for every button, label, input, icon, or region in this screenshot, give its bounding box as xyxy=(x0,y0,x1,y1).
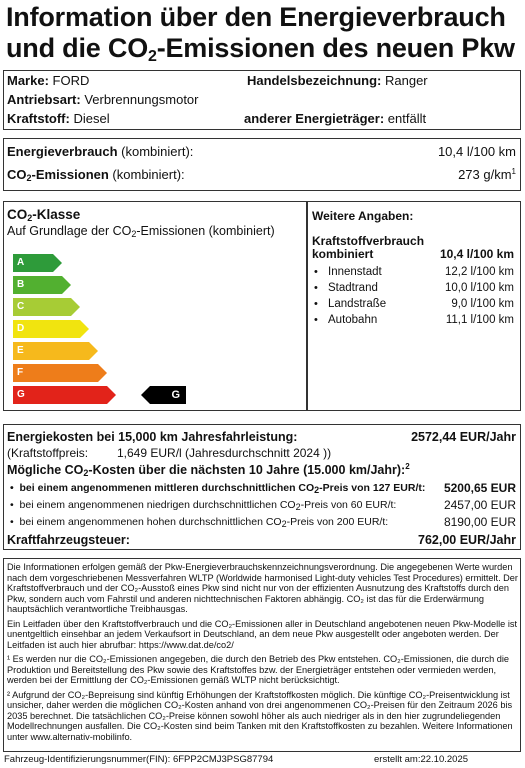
energy-costs-label: Energiekosten bei 15,000 km Jahresfahrleistung: xyxy=(7,430,298,444)
notes-box xyxy=(3,558,521,752)
co2-class-subtitle: Auf Grundlage der $CO_2$-Emissionen (kombiniert) xyxy=(7,224,275,239)
fuel-combined-value: 10,4 l/100 km xyxy=(439,247,514,261)
list-item-label: Innenstadt xyxy=(328,266,382,278)
class-bar-g: G xyxy=(13,386,107,404)
class-bar-a: A xyxy=(13,254,53,272)
list-bullet-icon: • xyxy=(314,298,318,310)
class-bar-d: D xyxy=(13,320,80,338)
title-line-1: Information über den Energieverbrauch xyxy=(6,2,506,32)
fin-row: Fahrzeug-Identifizierungsnummer(FIN): 6FPP2CMJ3PSG87794 xyxy=(4,754,274,765)
co2-costs-title: Mögliche $CO_2$-Kosten über die nächsten 10 Jahre (15.000 km/Jahr):$^2$ xyxy=(7,462,410,478)
list-item-value: 12,2 l/100 km xyxy=(444,266,514,278)
handelsbezeichnung-row: Handelsbezeichnung: Ranger xyxy=(247,73,428,88)
co2-class-box xyxy=(3,201,307,411)
note-paragraph-4: ² Aufgrund der CO₂-Bepreisung sind künftig Erhöhungen der Kraftstoffkosten möglich. Die künftige CO₂-Preisentwicklung ist unsicher, daher werden die möglichen CO₂-Kosten anhand von drei angenommenen CO₂-Preisen für den Zeitraum 2026 bis 2035 berechnet. Die tatsächlichen CO₂-Preise können sowohl höher als auch niedriger als in den hier zugrundeliegenden Modellrechnungen ausfallen. Die CO₂-Kosten sind beim Tanken mit den Kraftstoffkosten zu bezahlen. Weitere Informationen unter www.alternativ-mobilinfo. xyxy=(7,689,513,742)
marke-row: Marke: FORD xyxy=(7,73,90,88)
list-bullet-icon: • xyxy=(314,314,318,326)
list-item-value: 9,0 l/100 km xyxy=(451,298,514,310)
list-bullet-icon: • xyxy=(10,482,20,494)
list-item-label: Autobahn xyxy=(328,314,378,326)
fuel-price-value: 1,649 EUR/l (Jahresdurchschnitt 2024 )) xyxy=(117,446,332,460)
co2-cost-row-label: • bei einem angenommenen mittleren durchschnittlichen $CO_2$-Preis von 127 EUR/t: xyxy=(10,482,426,495)
fuel-price-label: (Kraftstoffpreis: xyxy=(7,446,89,460)
fuel-combined-title: Kraftstoffverbrauch kombiniert xyxy=(312,234,425,261)
class-bar-e: E xyxy=(13,342,89,360)
kraftstoff-row: Kraftstoff: Diesel xyxy=(7,111,110,126)
further-details-box xyxy=(307,201,521,411)
co2-cost-row-value: 2457,00 EUR xyxy=(443,498,516,512)
vehicle-tax-value: 762,00 EUR/Jahr xyxy=(418,533,516,547)
note-paragraph-1: Die Informationen erfolgen gemäß der Pkw-Energieverbrauchskennzeichnungsverordnung. Die angegebenen Werte wurden nach dem vorgeschriebenen Messverfahren WLTP (Worldwide harmonised Light-duty vehicles Test Procedures) ermittelt. Der Kraftstoffverbrauch und der CO₂-Ausstoß eines Pkw sind nicht nur von der effizienten Ausnutzung des Kraftstoffs durch den Pkw, sondern auch vom Fahrstil und anderen nichttechnischen Faktoren abhängig. CO₂ ist das für die Erderwärmung hauptsächlich verantwortliche Treibhausgas. xyxy=(7,562,518,614)
further-details-title: Weitere Angaben: xyxy=(312,209,414,223)
list-bullet-icon: • xyxy=(314,282,318,294)
energy-costs-value: 2572,44 EUR/Jahr xyxy=(411,430,516,444)
co2-cost-row-value: 5200,65 EUR xyxy=(443,481,516,495)
class-bar-b: B xyxy=(13,276,62,294)
note-paragraph-2: Ein Leitfaden über den Kraftstoffverbrauch und die CO₂-Emissionen aller in Deutschland angebotenen neuen Pkw-Modelle ist unentgeltlich einsehbar an jedem Verkaufsort in Deutschland, an dem neue Pkw ausgestellt oder angeboten werden. Der Leitfaden ist auch hier abrufbar: https://www.dat.de/co2/ xyxy=(7,618,518,650)
list-bullet-icon: • xyxy=(10,516,20,528)
co2-class-title: $CO_2$-Klasse xyxy=(7,207,81,223)
co2-cost-row-label: • bei einem angenommenen hohen durchschnittlichen $CO_2$-Preis von 200 EUR/t: xyxy=(10,516,389,529)
list-item-value: 11,1 l/100 km xyxy=(445,314,514,326)
anderer-energietraeger-row: anderer Energieträger: entfällt xyxy=(244,111,427,126)
class-bar-c: C xyxy=(13,298,71,316)
consumption-box xyxy=(3,138,521,191)
antriebsart-row: Antriebsart: Verbrennungsmotor xyxy=(7,92,199,107)
current-class-indicator: G xyxy=(150,386,186,404)
title-line-2: und die $CO_2$-Emissionen des neuen Pkw xyxy=(6,33,515,65)
energieverbrauch-label: Energieverbrauch (kombiniert): xyxy=(7,144,194,159)
vehicle-box xyxy=(3,70,521,130)
energieverbrauch-value: 10,4 l/100 km xyxy=(437,144,516,159)
co2-cost-row-value: 8190,00 EUR xyxy=(443,515,516,529)
class-bar-f: F xyxy=(13,364,98,382)
list-bullet-icon: • xyxy=(314,266,318,278)
page-title xyxy=(6,2,521,64)
note-paragraph-3: ¹ Es werden nur die CO₂-Emissionen angegeben, die durch den Betrieb des Pkw entstehen. CO₂-Emissionen, die durch die Produktion und Bereitstellung des Pkw sowie des Kraftstoffes bzw. der Energieträger entstehen oder vermieden werden, werden bei der Ermittlung der CO₂-Emissionen gemäß WLTP nicht berücksichtigt. xyxy=(7,654,509,685)
created-date-row: erstellt am:22.10.2025 xyxy=(374,754,469,765)
vehicle-tax-label: Kraftfahrzeugsteuer: xyxy=(7,533,130,547)
co2-cost-row-label: • bei einem angenommenen niedrigen durchschnittlichen $CO_2$-Preis von 60 EUR/t: xyxy=(10,499,397,512)
co2-emissionen-label: $CO_2$-Emissionen (kombiniert): xyxy=(7,167,185,183)
list-bullet-icon: • xyxy=(10,499,20,511)
list-item-label: Landstraße xyxy=(328,298,387,310)
costs-box xyxy=(3,424,521,550)
list-item-label: Stadtrand xyxy=(328,282,378,294)
list-item-value: 10,0 l/100 km xyxy=(444,282,514,294)
co2-emissionen-value: 273 $g/km^1$ xyxy=(458,167,516,182)
notes-text xyxy=(7,562,518,746)
